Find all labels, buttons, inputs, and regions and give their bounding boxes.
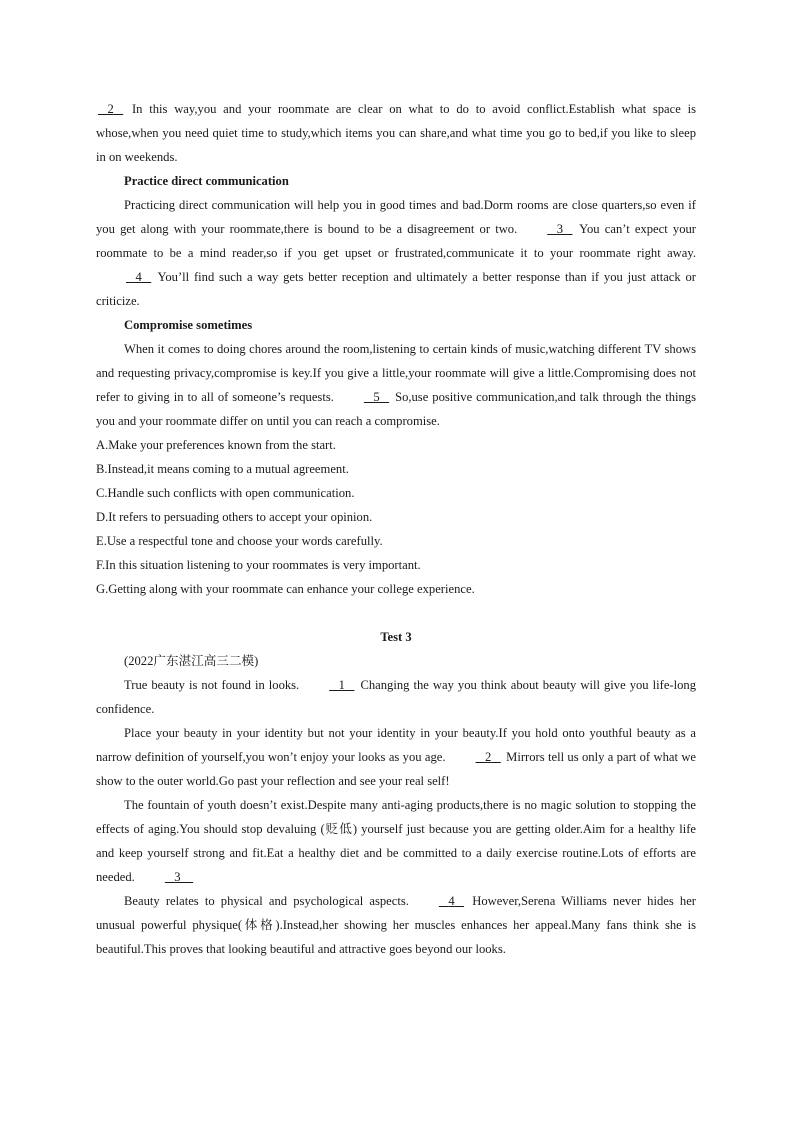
- answer-blank[interactable]: 4: [448, 894, 455, 908]
- test-title: Test 3: [380, 630, 412, 644]
- answer-blank[interactable]: 3: [174, 870, 181, 884]
- paragraph-text: In this way,you and your roommate are clear on what to do to avoid conflict.Establish what space is whose,when you need quiet time to study,which items you can share,and what time you go to bed,if you like to sleep in on weekends.: [96, 102, 696, 164]
- paragraph: [96, 793, 696, 889]
- paragraph: [96, 337, 696, 433]
- source-note: (2022广东湛江高三二模): [124, 654, 259, 668]
- paragraph-text: You can’t expect your roommate to be a mind reader,so if you get upset or frustrated,communicate it to your roommate right away.: [96, 222, 697, 260]
- option-item: D.It refers to persuading others to accept your opinion.: [96, 510, 373, 524]
- paragraph-text: The fountain of youth doesn’t exist.Despite many anti-aging products,there is no magic solution to stopping the effects of aging.You should stop devaluing (贬低) yourself just because you are getting older.Aim for a healthy life and keep yourself strong and fit.Eat a healthy diet and be committed to a daily exercise routine.Lots of efforts are needed.: [96, 798, 696, 884]
- answer-blank[interactable]: 3: [556, 222, 563, 236]
- paragraph-text: When it comes to doing chores around the room,listening to certain kinds of music,watching different TV shows and requesting privacy,compromise is key.If you give a little,your roommate will give a little.Compromising does not refer to giving in to all of someone’s requests.: [96, 342, 696, 404]
- option-item: F.In this situation listening to your roommates is very important.: [96, 558, 421, 572]
- answer-blank[interactable]: 5: [373, 390, 380, 404]
- option-item: A.Make your preferences known from the start.: [96, 438, 336, 452]
- section-heading: Compromise sometimes: [124, 318, 253, 332]
- paragraph: [96, 193, 696, 313]
- answer-blank[interactable]: 2: [107, 102, 114, 116]
- paragraph-text: Beauty relates to physical and psychological aspects.: [124, 894, 409, 908]
- paragraph-text: Place your beauty in your identity but not your identity in your beauty.If you hold onto youthful beauty as a narrow definition of yourself,you won’t enjoy your looks as you age.: [96, 726, 696, 764]
- answer-blank[interactable]: 4: [135, 270, 142, 284]
- option-item: G.Getting along with your roommate can enhance your college experience.: [96, 582, 475, 596]
- answer-blank[interactable]: 1: [338, 678, 345, 692]
- paragraph-text: True beauty is not found in looks.: [124, 678, 300, 692]
- option-item: C.Handle such conflicts with open communication.: [96, 486, 355, 500]
- paragraph: [96, 889, 696, 961]
- paragraph-text: Mirrors tell us only a part of what we show to the outer world.Go past your reflection and see your real self!: [96, 750, 697, 788]
- section-heading: Practice direct communication: [124, 174, 289, 188]
- paragraph-text: Changing the way you think about beauty will give you life-long confidence.: [96, 678, 697, 716]
- paragraph-text: You’ll find such a way gets better reception and ultimately a better response than if you just attack or criticize.: [96, 270, 696, 308]
- paragraph: [96, 97, 696, 169]
- answer-blank[interactable]: 2: [485, 750, 492, 764]
- paragraph: [96, 673, 696, 721]
- option-item: E.Use a respectful tone and choose your words carefully.: [96, 534, 383, 548]
- paragraph: [96, 721, 696, 793]
- option-item: B.Instead,it means coming to a mutual agreement.: [96, 462, 349, 476]
- paragraph-text: So,use positive communication,and talk through the things you and your roommate differ on until you can reach a compromise.: [96, 390, 696, 428]
- paragraph-text: Practicing direct communication will help you in good times and bad.Dorm rooms are close quarters,so even if you get along with your roommate,there is bound to be a disagreement or two.: [96, 198, 696, 236]
- document-page: [96, 97, 696, 961]
- paragraph-text: However,Serena Williams never hides her unusual powerful physique(体格).Instead,her showing her muscles enhances her appeal.Many fans think she is beautiful.This proves that looking beautiful and attractive goes beyond our looks.: [96, 894, 696, 956]
